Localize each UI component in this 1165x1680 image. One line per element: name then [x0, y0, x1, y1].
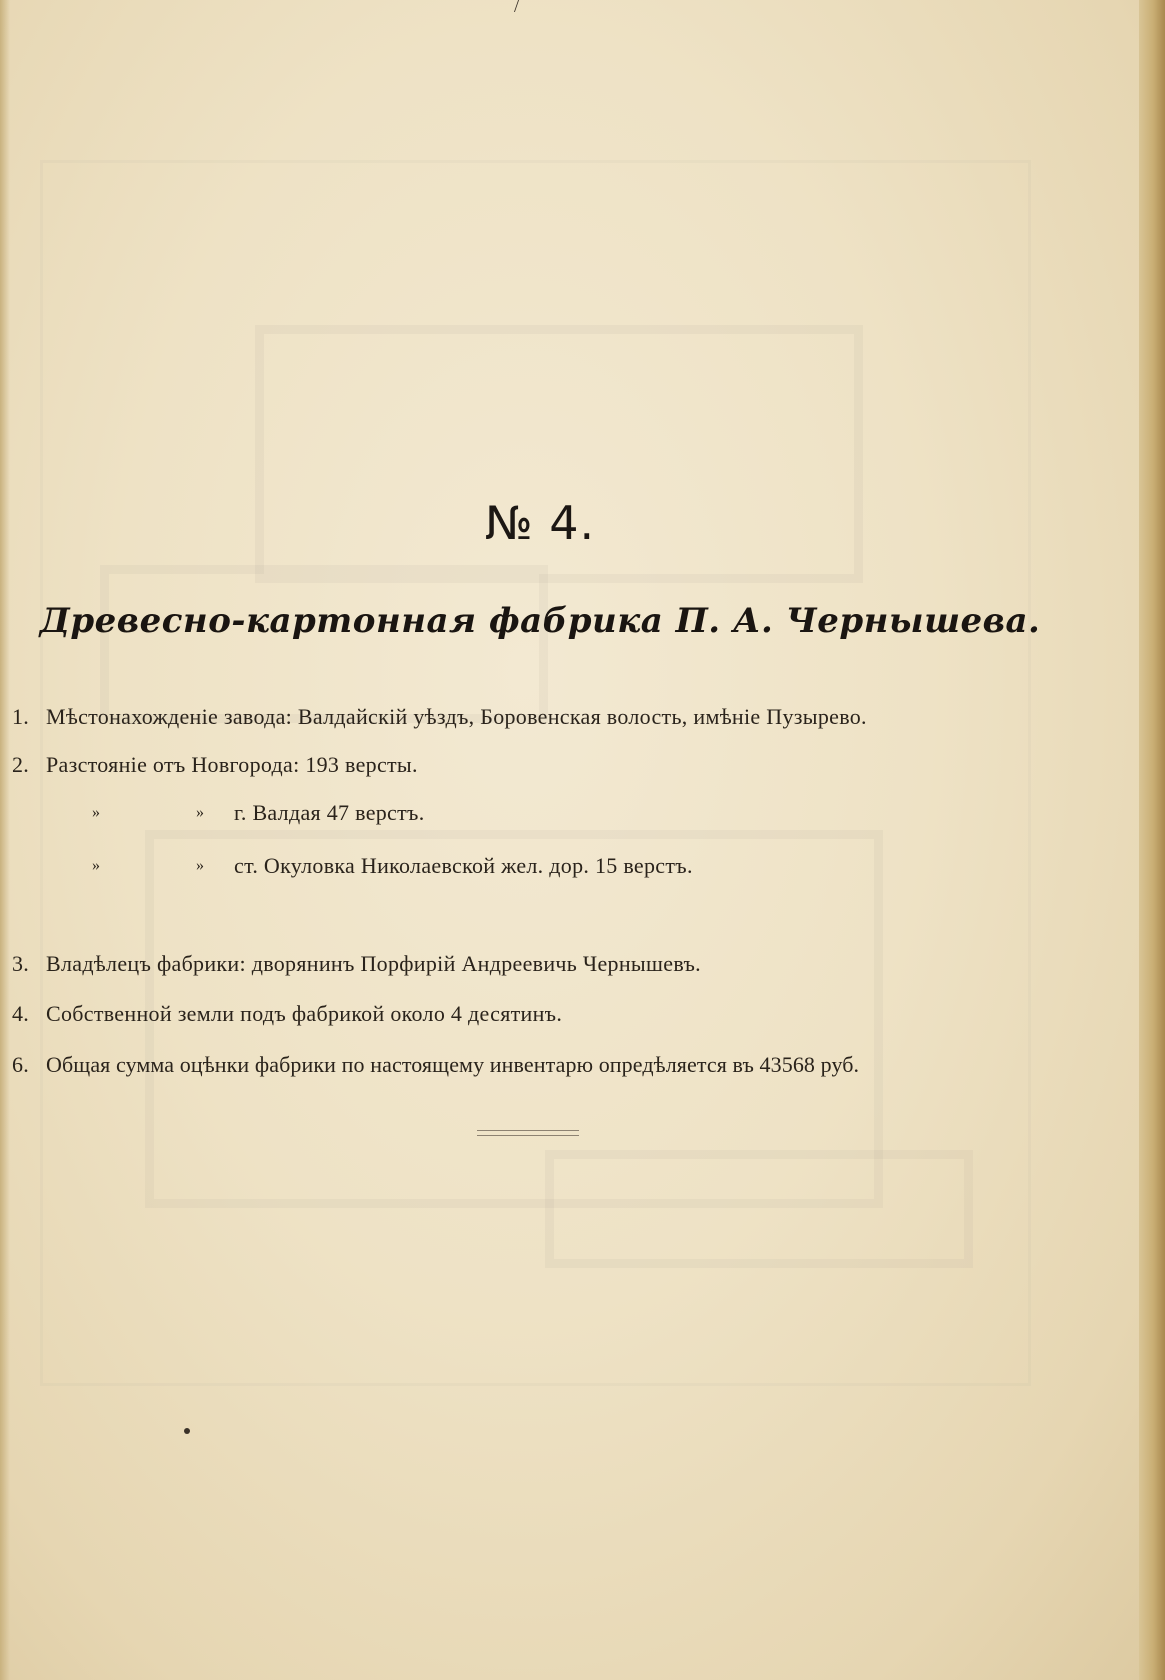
item-text: Собственной земли подъ фабрикой около 4 десятинъ. — [46, 1001, 563, 1026]
item-number: 4. — [12, 1001, 30, 1026]
item-text: ст. Окуловка Николаевской жел. дор. 15 верстъ. — [234, 853, 693, 878]
bleed-through-shape — [545, 1150, 973, 1268]
item-number: 2. — [12, 752, 30, 777]
item-text: г. Валдая 47 верстъ. — [234, 800, 425, 825]
ditto-mark: » — [92, 857, 101, 874]
item-number: 3. — [12, 951, 30, 976]
item-text: Общая сумма оцѣнки фабрики по настоящему инвентарю опредѣляется въ 43568 руб. — [46, 1052, 860, 1077]
ditto-mark: » — [196, 857, 205, 874]
page-edge — [1139, 0, 1165, 1680]
item-text: Владѣлецъ фабрики: дворянинъ Порфирій Андреевичь Чернышевъ. — [46, 951, 701, 976]
page-title: Древесно-картонная фабрика П. А. Чернышева. — [39, 601, 1041, 641]
ditto-mark: » — [92, 804, 101, 821]
item-number: 6. — [12, 1052, 30, 1077]
bleed-through-shape — [100, 565, 548, 723]
top-mark: / — [514, 0, 520, 16]
item-number: 1. — [12, 704, 30, 729]
section-number: № 4. — [484, 496, 596, 550]
item-text: Мѣстонахожденіе завода: Валдайскій уѣздъ, Боровенская волость, имѣніе Пузырево. — [46, 704, 867, 729]
section-divider — [477, 1130, 579, 1136]
ditto-mark: » — [196, 804, 205, 821]
ink-spot — [184, 1428, 190, 1434]
page-left-shadow — [0, 0, 10, 1680]
item-text: Разстояніе отъ Новгорода: 193 версты. — [46, 752, 418, 777]
